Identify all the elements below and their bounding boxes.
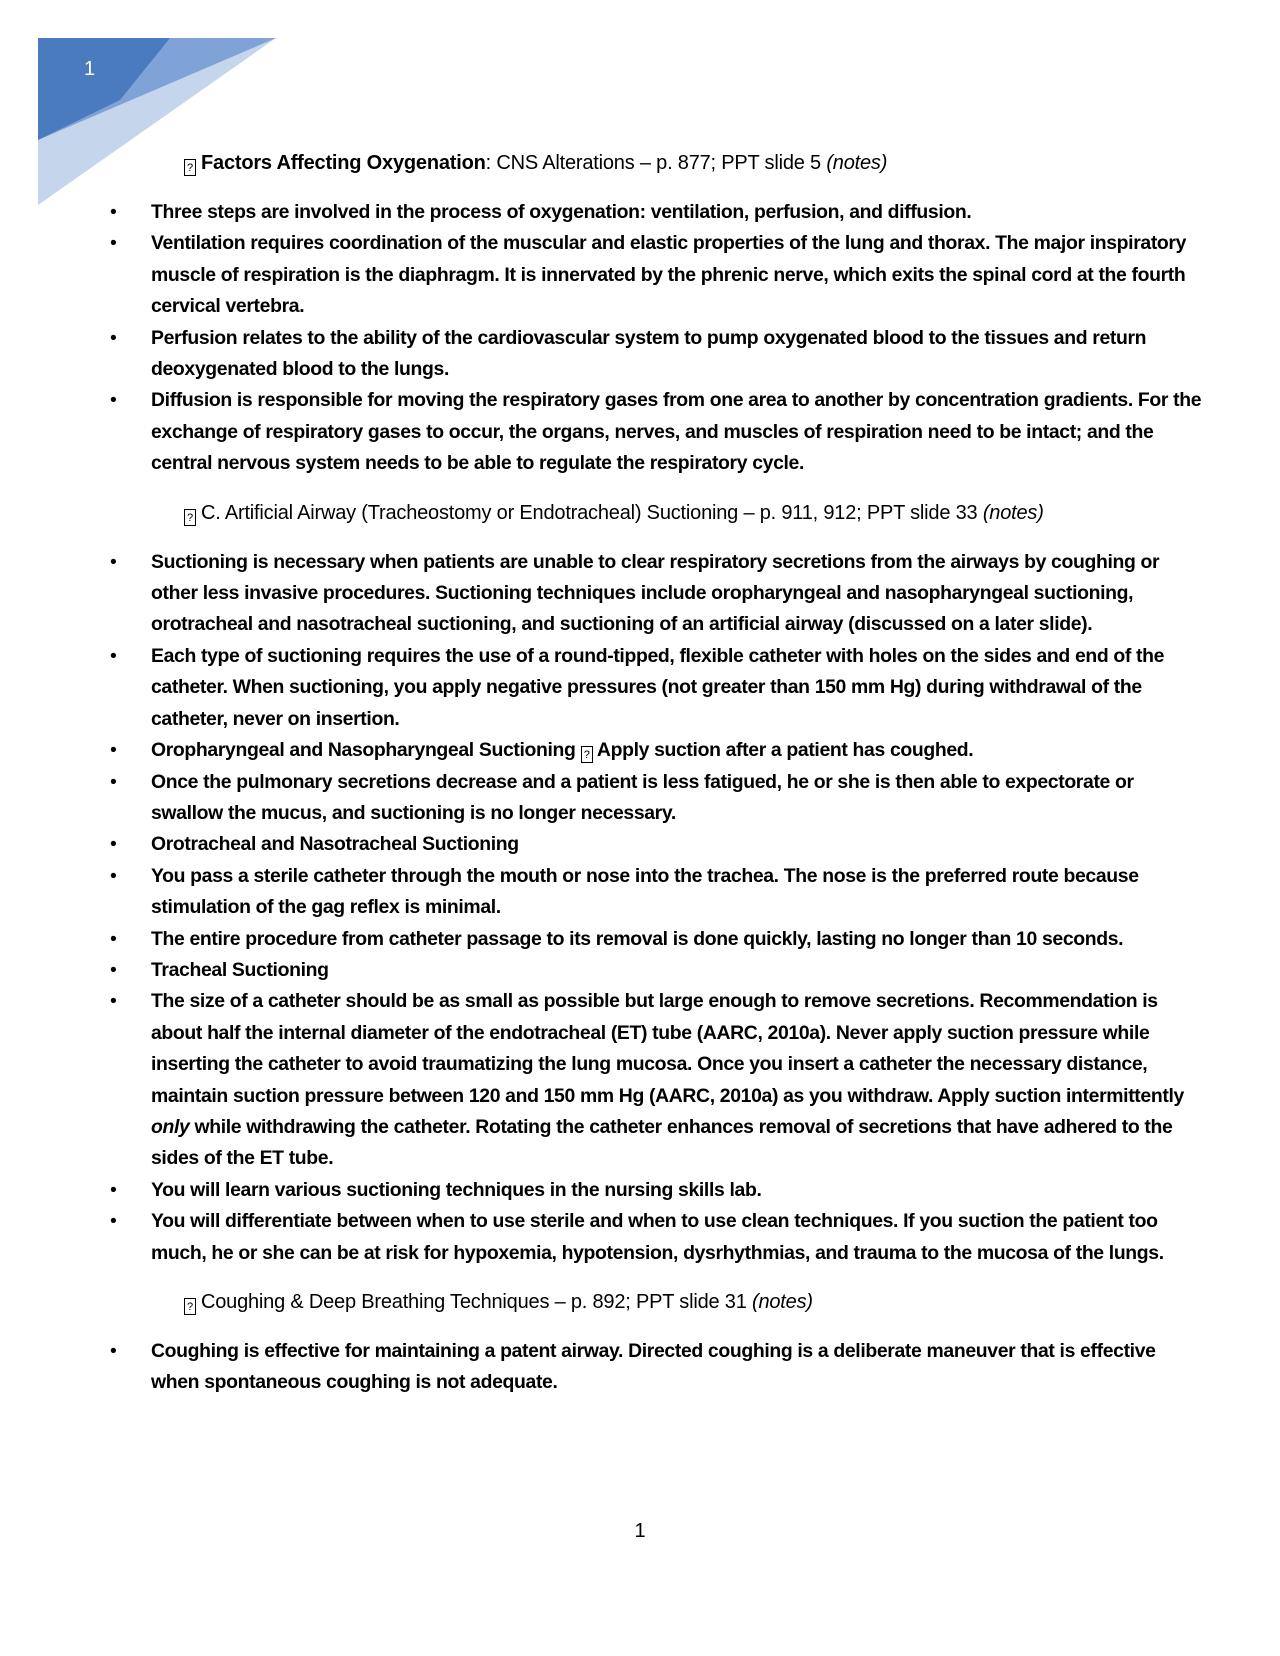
bullet-text: The entire procedure from catheter passage to its removal is done quickly, lasting no longer than 10 seconds. [151, 927, 1124, 950]
section-heading-text: Coughing & Deep Breathing Techniques – p. 892; PPT slide 31 [201, 1291, 752, 1313]
document-body [100, 148, 1205, 1417]
bullet-list [100, 547, 1205, 1269]
bullet-item [100, 735, 1205, 766]
bullet-icon: • [110, 201, 117, 223]
bullet-icon: • [110, 1210, 117, 1233]
bullet-list [100, 1336, 1205, 1399]
missing-glyph-icon: ? [184, 509, 196, 526]
bullet-item [100, 385, 1205, 479]
bullet-item [100, 924, 1205, 955]
bullet-text: Suctioning is necessary when patients are unable to clear respiratory secretions from the airways by coughing or other less invasive procedures. Suctioning techniques include oropharyngeal and nasopharyngeal suctioning, orotracheal and nasotracheal suctioning, and suctioning of an artificial airway (discussed on a later slide). [151, 550, 1160, 636]
bullet-item [100, 1336, 1205, 1399]
section-heading [184, 1287, 1205, 1318]
section-heading-note: (notes) [751, 1291, 813, 1313]
bullet-text: Once the pulmonary secretions decrease and a patient is less fatigued, he or she is then able to expectorate or swallow the mucus, and suctioning is no longer necessary. [151, 770, 1134, 824]
bullet-icon: • [110, 326, 117, 349]
bullet-text: Apply suction after a patient has coughed. [596, 739, 974, 762]
bullet-text: Coughing is effective for maintaining a patent airway. Directed coughing is a deliberate maneuver that is effective when spontaneous coughing is not adequate. [151, 1340, 1156, 1394]
bullet-icon: • [110, 232, 117, 255]
section-heading [184, 148, 1205, 179]
page-number-footer: 1 [634, 1520, 646, 1542]
bullet-text: Ventilation requires coordination of the muscular and elastic properties of the lung and thorax. The major inspiratory muscle of respiration is the diaphragm. It is innervated by the phrenic nerve, which exits the spinal cord at the fourth cervical vertebra. [151, 232, 1187, 318]
bullet-item [100, 323, 1205, 386]
bullet-item [100, 641, 1205, 735]
bullet-icon: • [110, 550, 117, 573]
bullet-text-emphasis: only [151, 1115, 190, 1138]
bullet-text: You pass a sterile catheter through the mouth or nose into the trachea. The nose is the preferred route because stimulation of the gag reflex is minimal. [151, 864, 1139, 919]
missing-glyph-icon: ? [581, 746, 593, 763]
bullet-icon: • [110, 644, 117, 667]
section-heading-bold: Factors Affecting Oxygenation [201, 152, 486, 174]
bullet-text: Oropharyngeal and Nasopharyngeal Suctioning [151, 739, 581, 762]
bullet-item [100, 767, 1205, 830]
bullet-item [100, 955, 1205, 986]
bullet-text: You will learn various suctioning techniques in the nursing skills lab. [151, 1178, 762, 1201]
section-heading-note: (notes) [826, 152, 888, 174]
bullet-icon: • [110, 1340, 117, 1362]
bullet-item [100, 986, 1205, 1174]
bullet-icon: • [110, 927, 117, 950]
missing-glyph-icon: ? [184, 159, 196, 176]
bullet-icon: • [110, 1178, 117, 1201]
bullet-text: Each type of suctioning requires the use of a round-tipped, flexible catheter with holes on the sides and end of the catheter. When suctioning, you apply negative pressures (not greater than 150 mm Hg) during withdrawal of the catheter, never on insertion. [151, 644, 1165, 730]
section-heading-text: : CNS Alterations – p. 877; PPT slide 5 [485, 152, 827, 174]
bullet-text: You will differentiate between when to use sterile and when to use clean techniques. If you suction the patient too much, he or she can be at risk for hypoxemia, hypotension, dysrhythmias, and trauma to the mucosa of the lungs. [151, 1210, 1164, 1264]
bullet-text: The size of a catheter should be as small as possible but large enough to remove secretions. Recommendation is about half the internal diameter of the endotracheal (ET) tube (AARC, 2010a). Never apply suction pressure while inserting the catheter to avoid traumatizing the lung mucosa. Once you insert a catheter the necessary distance, maintain suction pressure between 120 and 150 mm Hg (AARC, 2010a) as you withdraw. Apply suction intermittently [151, 990, 1184, 1107]
section-heading [184, 498, 1205, 529]
bullet-text: Perfusion relates to the ability of the cardiovascular system to pump oxygenated blood to the tissues and return deoxygenated blood to the lungs. [151, 326, 1147, 381]
corner-page-number: 1 [84, 58, 96, 80]
missing-glyph-icon: ? [184, 1298, 196, 1315]
bullet-icon: • [110, 864, 117, 887]
bullet-item [100, 861, 1205, 924]
bullet-text: Tracheal Suctioning [151, 958, 329, 981]
bullet-text: while withdrawing the catheter. Rotating the catheter enhances removal of secretions that have adhered to the sides of the ET tube. [151, 1115, 1173, 1170]
bullet-icon: • [110, 739, 117, 762]
bullet-text: Diffusion is responsible for moving the respiratory gases from one area to another by concentration gradients. For the exchange of respiratory gases to occur, the organs, nerves, and muscles of respiration need to be intact; and the central nervous system needs to be able to regulate the respiratory cycle. [151, 389, 1202, 475]
bullet-item [100, 1206, 1205, 1269]
bullet-icon: • [110, 770, 117, 793]
bullet-item [100, 1175, 1205, 1206]
section-heading-note: (notes) [982, 501, 1044, 524]
bullet-text: Orotracheal and Nasotracheal Suctioning [151, 833, 519, 856]
bullet-item [100, 228, 1205, 322]
section-heading-text: C. Artificial Airway (Tracheostomy or Endotracheal) Suctioning – p. 911, 912; PPT slide 33 [201, 501, 983, 524]
bullet-icon: • [110, 958, 117, 981]
bullet-item [100, 829, 1205, 860]
bullet-text: Three steps are involved in the process of oxygenation: ventilation, perfusion, and diffusion. [151, 201, 972, 223]
bullet-icon: • [110, 990, 117, 1013]
bullet-list [100, 197, 1205, 480]
bullet-icon: • [110, 833, 117, 856]
bullet-icon: • [110, 389, 117, 412]
bullet-item [100, 547, 1205, 641]
bullet-item [100, 197, 1205, 228]
